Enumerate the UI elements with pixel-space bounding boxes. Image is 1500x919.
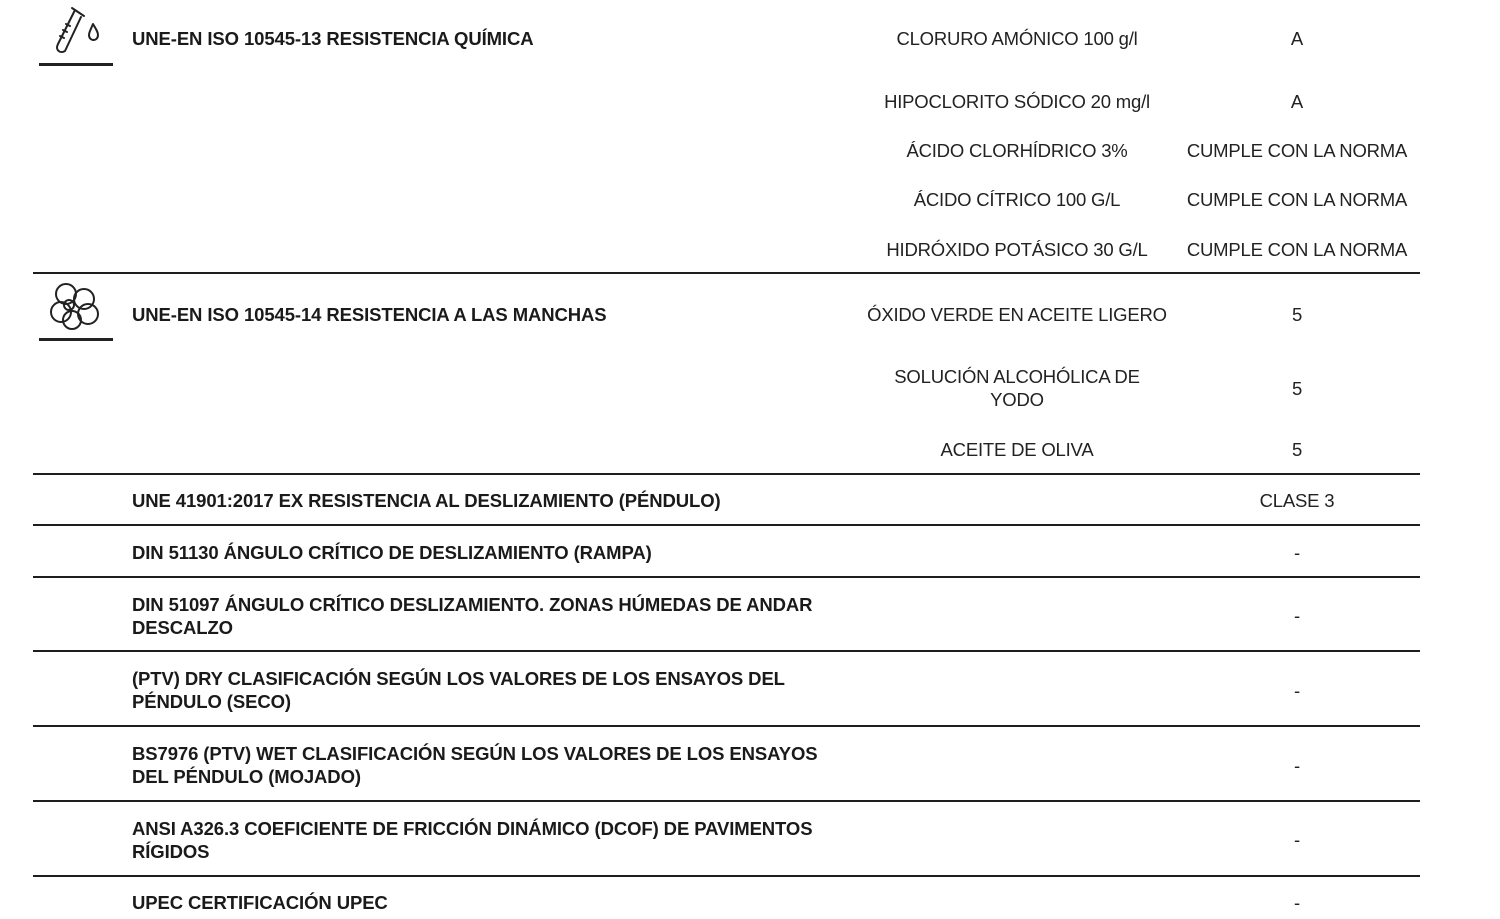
value-cell: CLASE 3 [1259, 490, 1335, 511]
row-divider [33, 524, 1420, 526]
param-cell: ÁCIDO CÍTRICO 100 G/L [913, 189, 1121, 210]
value-cell: - [1294, 892, 1300, 913]
test-title: BS7976 (PTV) WET CLASIFICACIÓN SEGÚN LOS VALORES DE LOS ENSAYOS DEL PÉNDULO (MOJADO) [132, 743, 818, 787]
value-cell: 5 [1291, 439, 1303, 460]
param-cell: HIPOCLORITO SÓDICO 20 mg/l [884, 91, 1150, 112]
value-cell: A [1290, 28, 1304, 49]
row-divider [33, 473, 1420, 475]
param-cell: HIDRÓXIDO POTÁSICO 30 G/L [886, 239, 1148, 260]
test-title-chemical-resistance: UNE-EN ISO 10545-13 RESISTENCIA QUÍMICA [132, 28, 534, 49]
row-divider [33, 650, 1420, 652]
value-cell: CUMPLE CON LA NORMA [1186, 189, 1408, 210]
test-title: UPEC CERTIFICACIÓN UPEC [132, 892, 388, 913]
value-cell: - [1294, 680, 1300, 701]
test-title: DIN 51097 ÁNGULO CRÍTICO DESLIZAMIENTO. ZONAS HÚMEDAS DE ANDAR DESCALZO [132, 594, 813, 638]
row-divider [33, 800, 1420, 802]
param-cell: ÁCIDO CLORHÍDRICO 3% [906, 140, 1128, 161]
test-title: ANSI A326.3 COEFICIENTE DE FRICCIÓN DINÁMICO (DCOF) DE PAVIMENTOS RÍGIDOS [132, 818, 813, 862]
test-title-stain-resistance: UNE-EN ISO 10545-14 RESISTENCIA A LAS MANCHAS [132, 304, 607, 325]
test-title: (PTV) DRY CLASIFICACIÓN SEGÚN LOS VALORES DE LOS ENSAYOS DEL PÉNDULO (SECO) [132, 668, 785, 712]
param-cell: ÓXIDO VERDE EN ACEITE LIGERO [867, 304, 1167, 325]
value-cell: CUMPLE CON LA NORMA [1186, 239, 1408, 260]
test-tube-drop-icon [36, 4, 116, 70]
test-title: UNE 41901:2017 EX RESISTENCIA AL DESLIZAMIENTO (PÉNDULO) [132, 490, 721, 511]
row-divider [33, 576, 1420, 578]
test-title: DIN 51130 ÁNGULO CRÍTICO DE DESLIZAMIENTO (RAMPA) [132, 542, 652, 563]
stain-circles-icon [36, 280, 116, 346]
param-cell: SOLUCIÓN ALCOHÓLICA DE YODO [894, 366, 1140, 410]
value-cell: 5 [1291, 378, 1303, 399]
value-cell: CUMPLE CON LA NORMA [1186, 140, 1408, 161]
value-cell: A [1290, 91, 1304, 112]
param-cell: ACEITE DE OLIVA [940, 439, 1094, 460]
value-cell: - [1294, 755, 1300, 776]
value-cell: - [1294, 605, 1300, 626]
value-cell: - [1294, 542, 1300, 563]
value-cell: 5 [1291, 304, 1303, 325]
value-cell: - [1294, 829, 1300, 850]
row-divider [33, 875, 1420, 877]
param-cell: CLORURO AMÓNICO 100 g/l [896, 28, 1138, 49]
row-divider [33, 272, 1420, 274]
row-divider [33, 725, 1420, 727]
